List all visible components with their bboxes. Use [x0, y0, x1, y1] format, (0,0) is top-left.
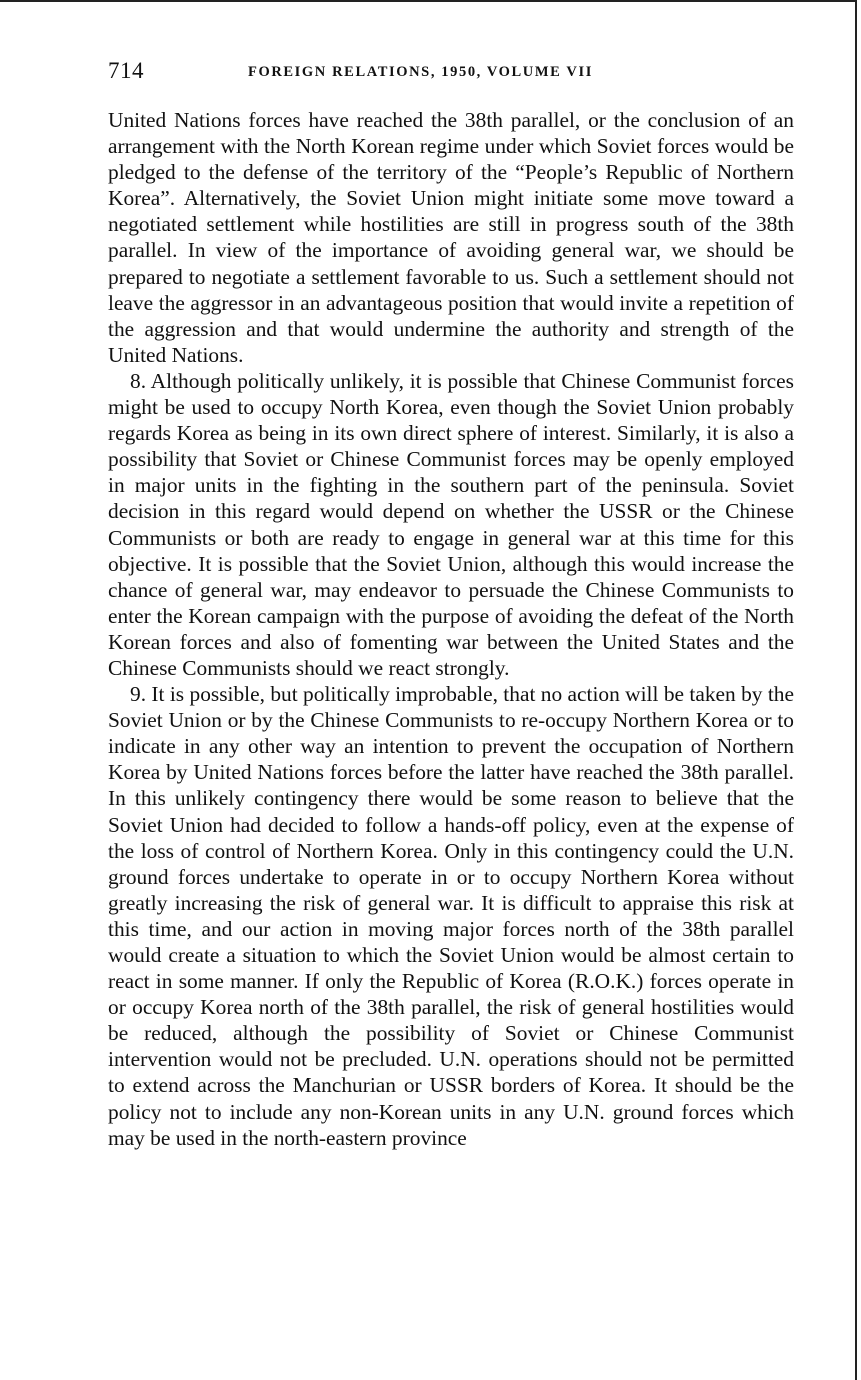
paragraph-continuation: United Nations forces have reached the 38th parallel, or the conclusion of an arrangement with the North Korean regime under which Soviet forces would be pledged to the defense of the territory of the “People’s Republic of Northern Korea”. Alternatively, the Soviet Union might initiate some move toward a negotiated settlement while hostilities are still in progress south of the 38th parallel. In view of the importance of avoiding general war, we should be prepared to negotiate a settlement favorable to us. Such a settlement should not leave the aggressor in an advantageous position that would invite a repetition of the aggression and that would undermine the authority and strength of the United Nations. — [108, 108, 794, 367]
paragraph-9: 9. It is possible, but politically improbable, that no action will be taken by the Soviet Union or by the Chinese Communists to re-occupy Northern Korea or to indicate in any other way an intention to prevent the occupation of Northern Korea by United Nations forces before the latter have reached the 38th parallel. In this unlikely contingency there would be some reason to believe that the Soviet Union had decided to follow a hands-off policy, even at the expense of the loss of control of Northern Korea. Only in this contingency could the U.N. ground forces undertake to operate in or to occupy Northern Korea without greatly increasing the risk of general war. It is difficult to appraise this risk at this time, and our action in moving major forces north of the 38th parallel would create a situation to which the Soviet Union would be almost certain to react in some manner. If only the Republic of Korea (R.O.K.) forces operate in or occupy Korea north of the 38th parallel, the risk of general hostilities would be reduced, although the possibility of Soviet or Chinese Communist intervention would not be precluded. U.N. operations should not be permitted to extend across the Manchurian or USSR borders of Korea. It should be the policy not to include any non-Korean units in any U.N. ground forces which may be used in the north-eastern province — [108, 682, 794, 1150]
running-head: FOREIGN RELATIONS, 1950, VOLUME VII — [248, 64, 593, 80]
page-header — [108, 58, 794, 94]
paragraph-8: 8. Although politically unlikely, it is possible that Chinese Communist forces might be used to occupy North Korea, even though the Soviet Union probably regards Korea as being in its own direct sphere of interest. Similarly, it is also a possibility that Soviet or Chinese Communist forces may be openly employed in major units in the fighting in the southern part of the peninsula. Soviet decision in this regard would depend on whether the USSR or the Chinese Communists or both are ready to engage in general war at this time for this objective. It is possible that the Soviet Union, although this would increase the chance of general war, may endeavor to persuade the Chinese Communists to enter the Korean campaign with the purpose of avoiding the defeat of the North Korean forces and also of fomenting war between the United States and the Chinese Communists should we react strongly. — [108, 368, 794, 680]
page-number: 714 — [108, 58, 144, 83]
body-text — [108, 107, 794, 1151]
